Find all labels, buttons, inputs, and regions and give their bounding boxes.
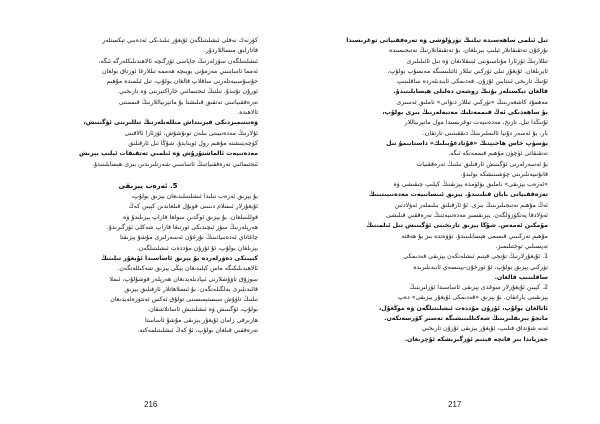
- text-line: بار. بۇ ئەسەر دۇنيا ئالىملىرىنىڭ دىققىتىنى تارتقان.: [422, 129, 548, 137]
- text-line: تەتقىقاتى ئۈچۈن مۇھىم قىممەتكە ئىگە.: [448, 150, 548, 158]
- section-heading: 5. ئەرەب يېزىقى: [118, 182, 178, 191]
- list-item-line: ئاتالغان بولۇپ، ئۇزۇن مۇددەت ئىشلىتىلگەن ۋە موڭغۇل،: [378, 304, 548, 312]
- text-line: بۇ ئەسەرلەرنى ئۆگىنىش ئارقىلىق تىلنىڭ تەرەققىيات: [416, 160, 548, 168]
- text-line: ئۇلارنىڭ مەدەنىيىتى بىلەن تونۇشۇش، ئۆزئارا ئالاقىنى: [124, 129, 258, 137]
- text-line: ھازىرقى زامان ئۇيغۇر يېزىقى مۇشۇ ئاساستا: [144, 316, 258, 324]
- text-line: ئۇيغۇرلار ئىسلام دىنىنى قوبۇل قىلغاندىن كېيىن كەڭ: [128, 203, 258, 211]
- text-line: تىللارنىڭ ئۆزئارا مۇناسىۋىتى ئېنىقلانغان ۋە تىل ئائىلىلىرى: [406, 57, 548, 65]
- text-line: ئايرىلغان. ئۇيغۇر تىلى تۈركىي تىللار ئائىلىسىگە مەنسۇپ بولۇپ،: [387, 67, 548, 75]
- text-line: كېيىنكى دەۋرلەردە بۇ يېزىق ئاساسىدا ئۇيغۇر تىلىنىڭ: [101, 254, 258, 262]
- text-line: ئىشلىتىلگەن سۆزلەرنىڭ جاپاسى ئۆزگىچە ئالاھىدىلىكلەرگە ئىگە،: [98, 57, 258, 65]
- text-line: تىل ئىلمى ساھەسىدە تىلنىڭ تۈزۈلۈشى ۋە تەرەققىياتى توغرىسىدا: [346, 37, 548, 44]
- text-line: بولۇپ، ئۆگىنىش ۋە ئىشلىتىش ئاسانلاشقان.: [147, 306, 258, 314]
- text-line: مەھمۇد كاشغەرىنىڭ «تۈركىي تىللار دىۋانى» ناملىق ئەسىرى: [396, 98, 548, 106]
- text-line: قاتارلىق مىساللاردۇر.: [203, 47, 258, 55]
- right-page-text: [328, 36, 548, 345]
- text-line: تەرەققىياتىنى تەتقىق قىلىشتا بۇ ماتېرىياللارنىڭ قىممىتى: [118, 98, 258, 106]
- text-line: جەرياندا بىر قانچە قېتىم ئۆزگىرىشكە ئۇچرىغان.: [404, 335, 548, 343]
- text-line: تەرەققىياتى بايان قىلىنىدۇ. يېزىق ئىنسانىيەت مەدەنىيىتىنىڭ: [368, 191, 548, 199]
- text-line: ھەرپلەرنىڭ سۆز ئىچىدىكى ئورنىغا قاراپ شەكلى ئۆزگىرىدۇ.: [106, 224, 258, 232]
- text-line: مۇمكىن ئەمەس. شۇڭا يېزىق تارىخىنى ئۆگىنىش تىل ئىلمىنىڭ: [366, 222, 548, 230]
- text-line: كۈچەيتىشتە مۇھىم رول ئوينايدۇ. شۇڭا تىل ئارقىلىق: [128, 139, 258, 147]
- text-line: سوزۇق تاۋۇشلارنى ئىپادىلەيدىغان ھەرپلەر قوشۇلۇپ، ئىملا: [109, 275, 258, 283]
- text-line: چاغاتاي ئەدەبىياتىنىڭ نۇرغۇن ئەسەرلىرى مۇشۇ يېزىقتا: [120, 234, 258, 242]
- text-line: مۇھىم تەركىبىي قىسمى ھېسابلىنىدۇ. تۆۋەندە بىز بۇ ھەقتە: [401, 232, 548, 240]
- left-page-text: [38, 36, 258, 336]
- list-item-line: ساقلىنىپ قالغان.: [494, 273, 548, 281]
- text-line: ئورۇن تۇتىدۇ. تىلنىڭ ئىجتىمائىي خاراكتېرىنى ۋە تارىخىي: [119, 88, 258, 96]
- text-line: بۇ ساھەدىكى ئەڭ قىممەتلىك مەنبەلەرنىڭ بىرى بولۇپ،: [382, 109, 548, 117]
- text-line: يېزىلغان بولۇپ، ئۇ ئۇزۇن مۇددەت ئىشلىتىلگەن.: [136, 244, 258, 252]
- right-page: [300, 0, 600, 424]
- list-item-line: تۈركىي يېزىق بولۇپ، ئۇ ئورخۇن-يېنىسەي ئابىدىلىرىدە: [413, 263, 548, 271]
- text-line: ئالاھىدىلىكىگە ماس كېلىدىغان يېڭى يېزىق شەكىللەنگەن.: [117, 265, 258, 273]
- text-line: خۇسۇسىيەتلەرنى ساقلاپ قالغان بولۇپ، تىل ئىلمىدە مۇھىم: [106, 78, 258, 86]
- text-line: قانۇنىيەتلىرىنى چۈشىنىشكە بولىدۇ.: [460, 170, 548, 178]
- list-item-line: 1. ئۇيغۇرلارنىڭ تۇنجى قېتىم ئىشلەتكەن يېزىقى قەدىمكى: [403, 253, 548, 261]
- page-number: 217: [448, 400, 462, 409]
- text-line: ۋەتىنىمىزدىكى قېرىنداش مىللەتلەرنىڭ تىللىرىنى ئۆگىنىش،: [83, 119, 258, 127]
- paragraph-gap: [38, 170, 258, 180]
- text-line: تەپسىلىي توختىلىمىز.: [495, 242, 548, 250]
- text-line: ئەنە شۇنداق قىلىپ، ئۇيغۇر يېزىقى ئۇزۇن تارىخىي: [421, 325, 548, 333]
- page-number: 216: [144, 400, 158, 409]
- text-line: مەدەنىيەت ئالماشتۇرۇش ۋە ئىلمىي تەتقىقات ئېلىپ بېرىش: [79, 150, 258, 158]
- list-item-line: 2. كېيىن ئۇيغۇرلار سوغدى يېزىقى ئاساسىدا ئۆزلىرىنىڭ: [409, 284, 548, 292]
- text-line: ئىجتىمائىي تەرەققىياتنىڭ ئاساسىي شەرتلىرىدىن بىرى ھېسابلىنىدۇ.: [92, 160, 258, 168]
- text-line: تەرەققىي قىلغان بولۇپ، ئۇ كەڭ ئىشلىتىلمەكتە.: [137, 327, 258, 335]
- text-line: ئالاھىدە.: [237, 109, 258, 117]
- text-line: كۆزنەك نەقلى ئىشلىتىلگەن ئۇيغۇر تىلىدىكى ئەدەبىي تېكستلەر: [102, 37, 258, 44]
- list-item-line: مانجۇ يېزىقلىرىنىڭ شەكىللىنىشىگە تەسىر كۆرسەتكەن.: [384, 315, 548, 323]
- text-line: نۇرغۇن تەتقىقاتلار ئېلىپ بېرىلغان. بۇ تەتقىقاتلارنىڭ نەتىجىسىدە: [389, 47, 548, 55]
- text-line: بۇ يېزىق ئەرەب تىلىدا ئىشلىتىلىدىغان يېزىق بولۇپ،: [131, 193, 258, 201]
- text-line: قائىدىلىرى بەلگىلەنگەن. بۇ ئىسلاھاتلار ئارقىلىق يېزىق: [124, 285, 258, 293]
- text-line: يۈسۈپ خاس ھاجىپنىڭ «قۇتادغۇبىلىك» داستانىمۇ تىل: [386, 139, 548, 147]
- text-line: ئۇنىڭ تارىخى ئىنتايىن ئۇزۇن. قەدىمكى ئابىدىلەردە ساقلىنىپ: [396, 78, 548, 86]
- text-line: ئەۋلادقا يەتكۈزۈلگەن. يېزىقسىز مەدەنىيەتنىڭ تەرەققىي قىلىشى: [386, 212, 548, 220]
- text-line: ئۇنىڭدا تىل، تارىخ، مەدەنىيەت توغرىسىدا مول ماتېرىياللار: [404, 119, 548, 127]
- text-line: «ئەرەب يېزىقى» ناملىق بۆلۈمدە يېزىقنىڭ كېلىپ چىقىشى ۋە: [393, 181, 548, 189]
- text-line: ئەڭ مۇھىم نەتىجىلىرىنىڭ بىرى. ئۇ ئارقىلىق بىلىملەر ئەۋلادتىن: [394, 201, 548, 209]
- list-item-line: يېزىقىنى ياراتقان. بۇ يېزىق «قەدىمكى ئۇيغۇر يېزىقى» دەپ: [397, 294, 548, 302]
- text-line: قوللىنىلغان. بۇ يېزىق ئوڭدىن سولغا قاراپ يېزىلىدۇ ۋە: [123, 213, 258, 221]
- text-line: قالغان تېكستلەر بۇنىڭ روشەن دەلىلى ھېسابلىنىدۇ.: [393, 88, 548, 96]
- text-line: تىلنىڭ تاۋۇش سىستېمىسىنى تولۇق ئەكس ئەتتۈرەلەيدىغان: [110, 296, 258, 304]
- text-line: ئەمما ئاساسىي مەزمۇنى بويىچە ھەممە تىللارغا ئورتاق بولغان: [101, 67, 258, 75]
